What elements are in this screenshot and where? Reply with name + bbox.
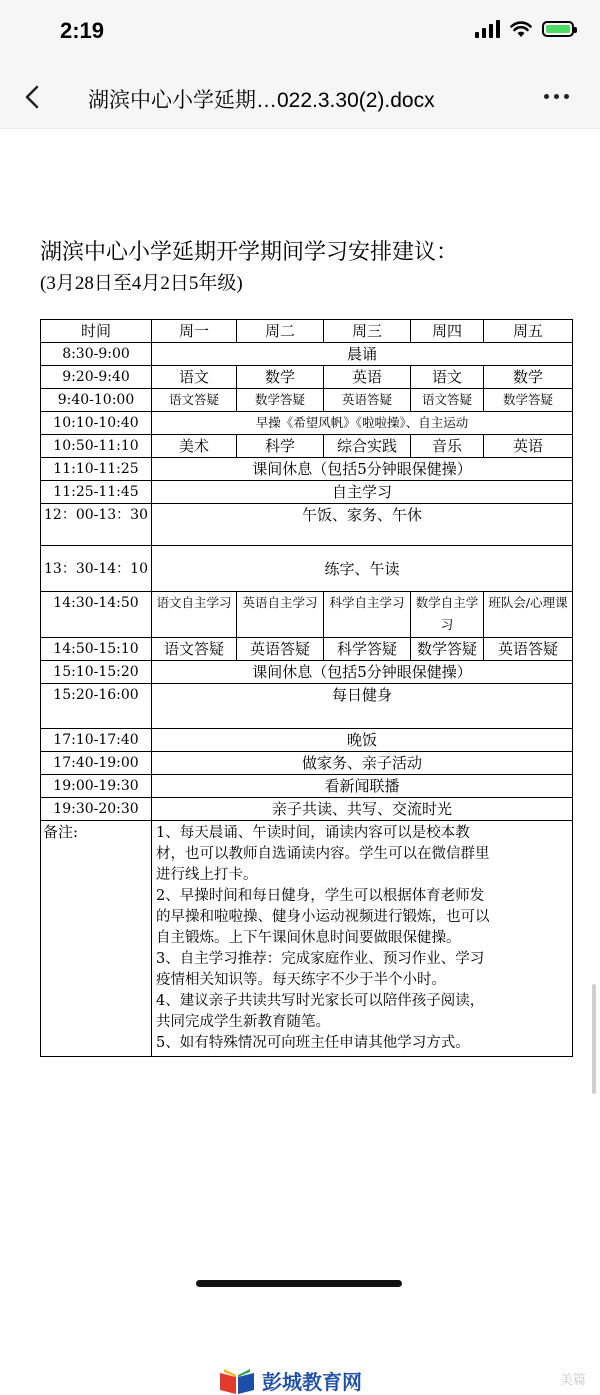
note-line: 1、每天晨诵、午读时间，诵读内容可以是校本教 [156, 825, 470, 841]
table-row [41, 592, 573, 638]
time-cell: 11:10-11:25 [41, 458, 152, 481]
subject-cell: 数学答疑 [237, 389, 324, 412]
table-row [41, 798, 573, 821]
subject-cell: 语文 [411, 366, 484, 389]
activity-cell: 晚饭 [152, 729, 573, 752]
note-line: 5、如有特殊情况可向班主任申请其他学习方式。 [156, 1035, 470, 1051]
activity-cell: 自主学习 [152, 481, 573, 504]
time-cell: 9:20-9:40 [41, 366, 152, 389]
scrollbar[interactable] [592, 984, 596, 1094]
time-cell: 11:25-11:45 [41, 481, 152, 504]
table-row [41, 661, 573, 684]
table-row [41, 775, 573, 798]
document-subheading: (3月28日至4月2日5年级) [40, 273, 243, 294]
time-cell: 10:10-10:40 [41, 412, 152, 435]
status-icons [475, 20, 574, 38]
table-row [41, 729, 573, 752]
time-cell: 19:30-20:30 [41, 798, 152, 821]
table-row [41, 546, 573, 592]
book-logo-icon [218, 1365, 256, 1395]
activity-cell: 练字、午读 [152, 546, 573, 592]
activity-cell: 课间休息（包括5分钟眼保健操） [152, 661, 573, 684]
note-line: 疫情相关知识等。每天练字不少于半个小时。 [156, 972, 446, 988]
note-line: 的早操和啦啦操、健身小运动视频进行锻炼，也可以 [156, 909, 490, 925]
cellular-signal-icon [475, 20, 500, 38]
time-cell: 8:30-9:00 [41, 343, 152, 366]
battery-icon [542, 21, 574, 37]
note-line: 材，也可以教师自选诵读内容。学生可以在微信群里 [156, 846, 490, 862]
table-row [41, 638, 573, 661]
notes-text [152, 821, 573, 1057]
status-time: 2:19 [60, 18, 105, 43]
notes-row [41, 821, 573, 1057]
activity-cell: 晨诵 [152, 343, 573, 366]
activity-cell: 早操《希望风帆》《啦啦操》、自主运动 [152, 412, 573, 435]
subject-cell: 语文答疑 [152, 638, 237, 661]
table-header-row [41, 320, 573, 343]
time-cell: 12：00-13：30 [41, 504, 152, 546]
subject-cell: 科学答疑 [324, 638, 411, 661]
table-row [41, 481, 573, 504]
table-row [41, 504, 573, 546]
home-indicator[interactable] [196, 1280, 402, 1287]
time-cell: 19:00-19:30 [41, 775, 152, 798]
table-row [41, 412, 573, 435]
logo-text: 彭城教育网 [262, 1369, 362, 1394]
subject-cell: 数学答疑 [411, 638, 484, 661]
subject-cell: 英语答疑 [324, 389, 411, 412]
subject-cell: 英语自主学习 [237, 592, 324, 638]
schedule-table [40, 319, 573, 1057]
time-cell: 14:50-15:10 [41, 638, 152, 661]
note-line: 4、建议亲子共读共写时光家长可以陪伴孩子阅读， [156, 993, 485, 1009]
note-line: 自主锻炼。上下午课间休息时间要做眼保健操。 [156, 930, 461, 946]
subject-cell: 英语答疑 [484, 638, 573, 661]
document-title: 湖滨中心小学延期…022.3.30(2).docx [88, 89, 435, 112]
activity-cell: 每日健身 [152, 684, 573, 729]
note-line: 进行线上打卡。 [156, 867, 258, 883]
subject-cell: 语文答疑 [152, 389, 237, 412]
time-cell: 9:40-10:00 [41, 389, 152, 412]
status-bar [0, 0, 600, 66]
subject-cell: 语文答疑 [411, 389, 484, 412]
subject-cell: 科学 [237, 435, 324, 458]
site-logo [218, 1365, 362, 1395]
document-heading: 湖滨中心小学延期开学期间学习安排建议： [40, 239, 459, 264]
watermark: 美篇 [559, 1373, 586, 1388]
subject-cell: 数学 [237, 366, 324, 389]
table-row [41, 458, 573, 481]
subject-cell: 数学答疑 [484, 389, 573, 412]
subject-cell: 数学 [484, 366, 573, 389]
notes-label: 备注: [41, 821, 152, 1057]
time-cell: 10:50-11:10 [41, 435, 152, 458]
subject-cell: 音乐 [411, 435, 484, 458]
activity-cell: 做家务、亲子活动 [152, 752, 573, 775]
time-cell: 17:10-17:40 [41, 729, 152, 752]
activity-cell: 看新闻联播 [152, 775, 573, 798]
subject-cell: 语文 [152, 366, 237, 389]
note-line: 共同完成学生新教育随笔。 [156, 1014, 330, 1030]
column-header: 周二 [237, 320, 324, 343]
subject-cell: 数学自主学习 [411, 592, 484, 638]
wifi-icon [510, 20, 532, 38]
activity-cell: 午饭、家务、午休 [152, 504, 573, 546]
subject-cell: 英语 [484, 435, 573, 458]
column-header: 周五 [484, 320, 573, 343]
time-cell: 14:30-14:50 [41, 592, 152, 638]
column-header: 周四 [411, 320, 484, 343]
time-cell: 13：30-14：10 [41, 546, 152, 592]
subject-cell: 班队会/心理课 [484, 592, 573, 638]
subject-cell: 英语 [324, 366, 411, 389]
time-cell: 15:20-16:00 [41, 684, 152, 729]
back-icon[interactable] [18, 82, 48, 112]
column-header: 周一 [152, 320, 237, 343]
note-line: 2、早操时间和每日健身，学生可以根据体育老师发 [156, 888, 485, 904]
table-row [41, 343, 573, 366]
note-line: 3、自主学习推荐：完成家庭作业、预习作业、学习 [156, 951, 485, 967]
activity-cell: 课间休息（包括5分钟眼保健操） [152, 458, 573, 481]
time-cell: 17:40-19:00 [41, 752, 152, 775]
activity-cell: 亲子共读、共写、交流时光 [152, 798, 573, 821]
subject-cell: 科学自主学习 [324, 592, 411, 638]
time-cell: 15:10-15:20 [41, 661, 152, 684]
table-row [41, 684, 573, 729]
nav-bar [0, 66, 600, 129]
subject-cell: 英语答疑 [237, 638, 324, 661]
table-row [41, 389, 573, 412]
table-row [41, 435, 573, 458]
subject-cell: 美术 [152, 435, 237, 458]
column-header: 周三 [324, 320, 411, 343]
column-header: 时间 [41, 320, 152, 343]
more-options-icon[interactable] [544, 84, 576, 108]
table-row [41, 752, 573, 775]
document-view [0, 129, 600, 1394]
subject-cell: 语文自主学习 [152, 592, 237, 638]
subject-cell: 综合实践 [324, 435, 411, 458]
table-row [41, 366, 573, 389]
